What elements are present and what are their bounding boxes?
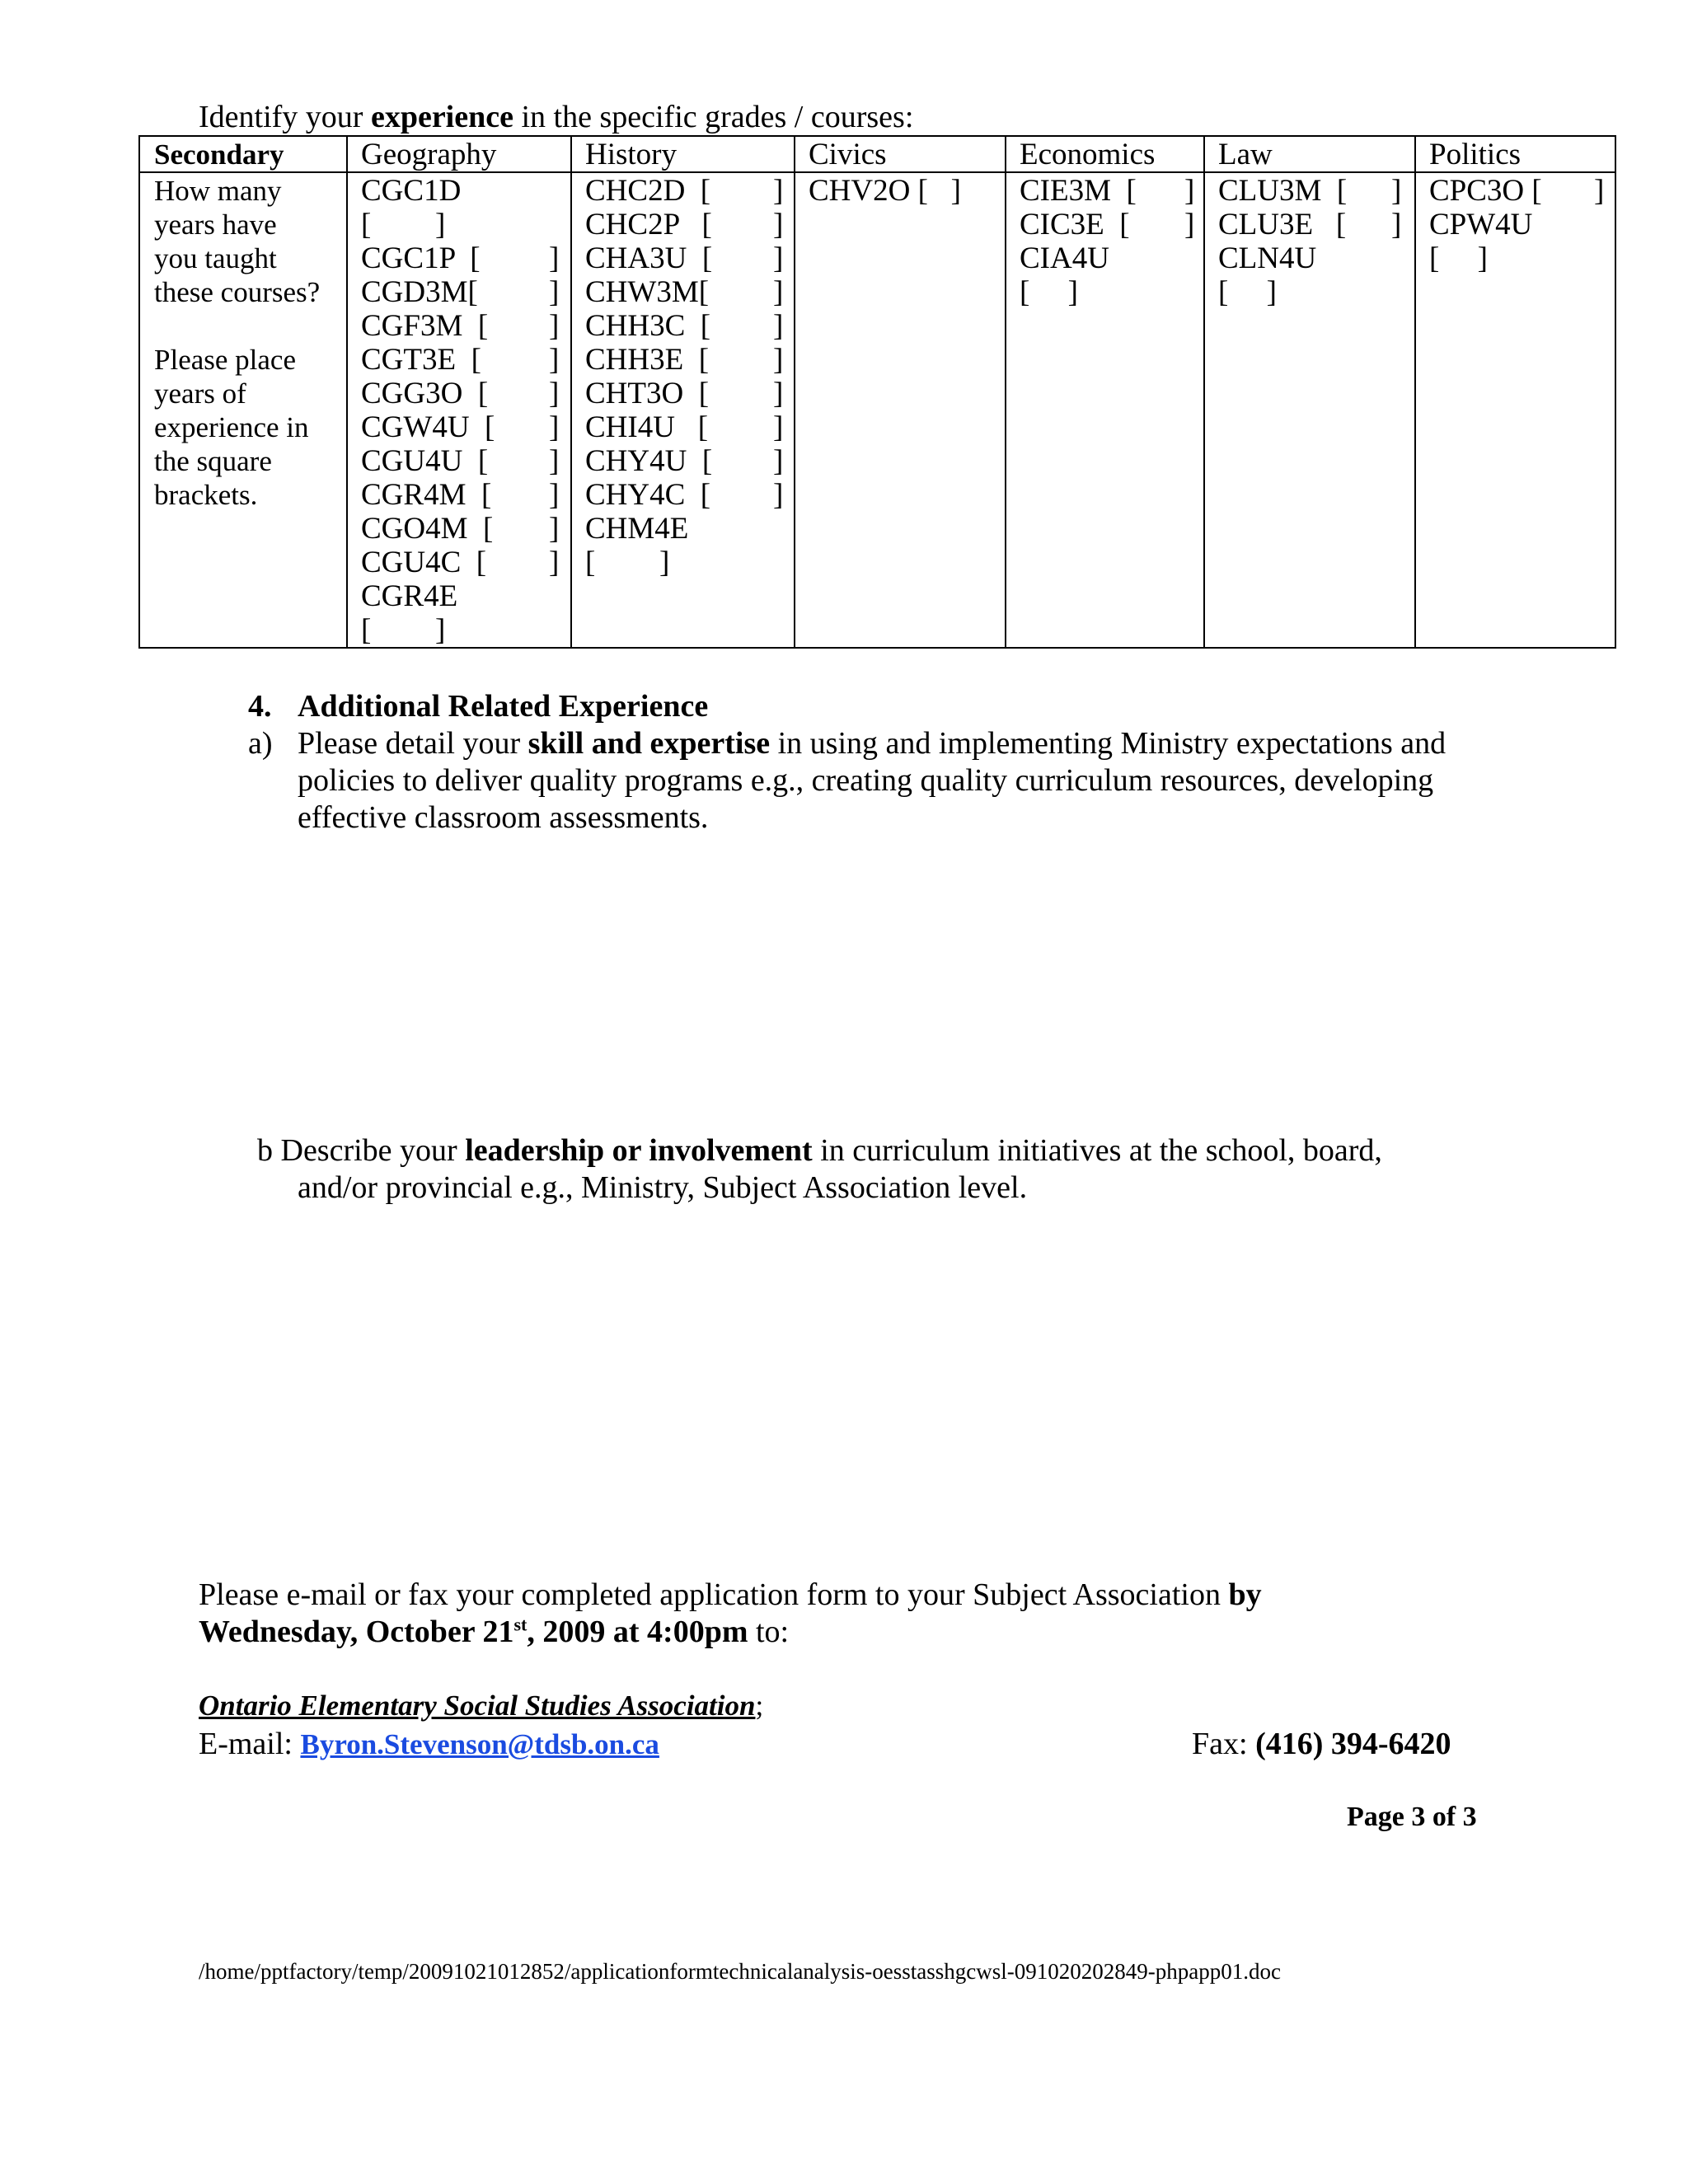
- course-entry: [ ]: [1020, 275, 1078, 309]
- header-law: Law: [1218, 138, 1273, 171]
- course-entry: CLU3E [ ]: [1218, 208, 1402, 241]
- geography-courses: [347, 172, 571, 648]
- course-entry: CGC1D: [361, 174, 462, 208]
- course-entry: CHI4U [ ]: [585, 410, 784, 444]
- course-entry: CGT3E [ ]: [361, 343, 560, 377]
- page-number: Page 3 of 3: [1347, 1802, 1477, 1832]
- header-politics: Politics: [1429, 138, 1522, 171]
- email-link[interactable]: Byron.Stevenson@tdsb.on.ca: [300, 1728, 659, 1760]
- header-geography: Geography: [361, 138, 497, 171]
- secondary-instructions: How many years have you taught these courses? Please place years of experience in the square brackets.: [139, 172, 347, 648]
- course-entry: CGU4U [ ]: [361, 444, 560, 478]
- association-name: Ontario Elementary Social Studies Association;: [199, 1690, 764, 1722]
- table-body-row: [139, 172, 1615, 648]
- law-courses: [1204, 172, 1415, 648]
- course-entry: CGU4C [ ]: [361, 546, 560, 579]
- question-b: b Describe your leadership or involvement in curriculum initiatives at the school, board, and/or provincial e.g., Ministry, Subject Association level.: [257, 1133, 1382, 1205]
- economics-courses: [1006, 172, 1204, 648]
- course-entry: CHC2D [ ]: [585, 174, 784, 208]
- course-entry: CGR4M [ ]: [361, 478, 560, 512]
- course-entry: [ ]: [361, 208, 446, 241]
- course-entry: CLU3M [ ]: [1218, 174, 1402, 208]
- course-entry: CGW4U [ ]: [361, 410, 560, 444]
- course-entry: CIC3E [ ]: [1020, 208, 1195, 241]
- header-economics: Economics: [1020, 138, 1156, 171]
- history-courses: [571, 172, 795, 648]
- course-entry: CIA4U: [1020, 241, 1109, 275]
- course-entry: CGG3O [ ]: [361, 377, 560, 410]
- header-history: History: [585, 138, 677, 171]
- section-4-heading: 4. Additional Related Experience: [248, 689, 709, 724]
- course-entry: CHY4U [ ]: [585, 444, 784, 478]
- course-entry: CHH3C [ ]: [585, 309, 784, 343]
- course-entry: CGF3M [ ]: [361, 309, 560, 343]
- civics-courses: [795, 172, 1006, 648]
- experience-table: [138, 135, 1616, 649]
- table-header-row: [139, 136, 1615, 172]
- question-a: a) Please detail your skill and expertise in using and implementing Ministry expectations and policies to deliver quality programs e.g., creating quality curriculum resources, developing effective classroom assessments.: [248, 726, 1447, 835]
- course-entry: CGC1P [ ]: [361, 241, 560, 275]
- course-entry: CHA3U [ ]: [585, 241, 784, 275]
- course-entry: CHH3E [ ]: [585, 343, 784, 377]
- email-line: E-mail: Byron.Stevenson@tdsb.on.ca: [199, 1727, 659, 1761]
- fax-line: Fax: (416) 394-6420: [1192, 1727, 1451, 1761]
- course-entry: CHC2P [ ]: [585, 208, 784, 241]
- course-entry: [ ]: [1429, 241, 1488, 275]
- course-entry: [ ]: [361, 613, 446, 647]
- course-entry: CLN4U: [1218, 241, 1317, 275]
- course-entry: [ ]: [1218, 275, 1277, 309]
- course-entry: CPC3O [ ]: [1429, 174, 1605, 208]
- file-path-footer: /home/pptfactory/temp/20091021012852/applicationformtechnicalanalysis-oesstasshgcwsl-091020202849-phpapp01.doc: [199, 1959, 1281, 1984]
- header-secondary: Secondary: [154, 138, 284, 171]
- course-entry: CHM4E: [585, 512, 689, 546]
- header-civics: Civics: [809, 138, 887, 171]
- course-entry: CHV2O [ ]: [809, 174, 961, 208]
- course-entry: CHT3O [ ]: [585, 377, 784, 410]
- course-entry: CGD3M[ ]: [361, 275, 560, 309]
- course-entry: [ ]: [585, 546, 670, 579]
- course-entry: CHY4C [ ]: [585, 478, 784, 512]
- course-entry: CIE3M [ ]: [1020, 174, 1195, 208]
- course-entry: CHW3M[ ]: [585, 275, 784, 309]
- submission-instructions: Please e-mail or fax your completed application form to your Subject Association by Wednesday, October 21st, 2009 at 4:00pm to:: [199, 1577, 1262, 1649]
- course-entry: CPW4U: [1429, 208, 1533, 241]
- course-entry: CGO4M [ ]: [361, 512, 560, 546]
- intro-instruction: Identify your experience in the specific grades / courses:: [199, 100, 914, 134]
- course-entry: CGR4E: [361, 579, 458, 613]
- politics-courses: [1415, 172, 1615, 648]
